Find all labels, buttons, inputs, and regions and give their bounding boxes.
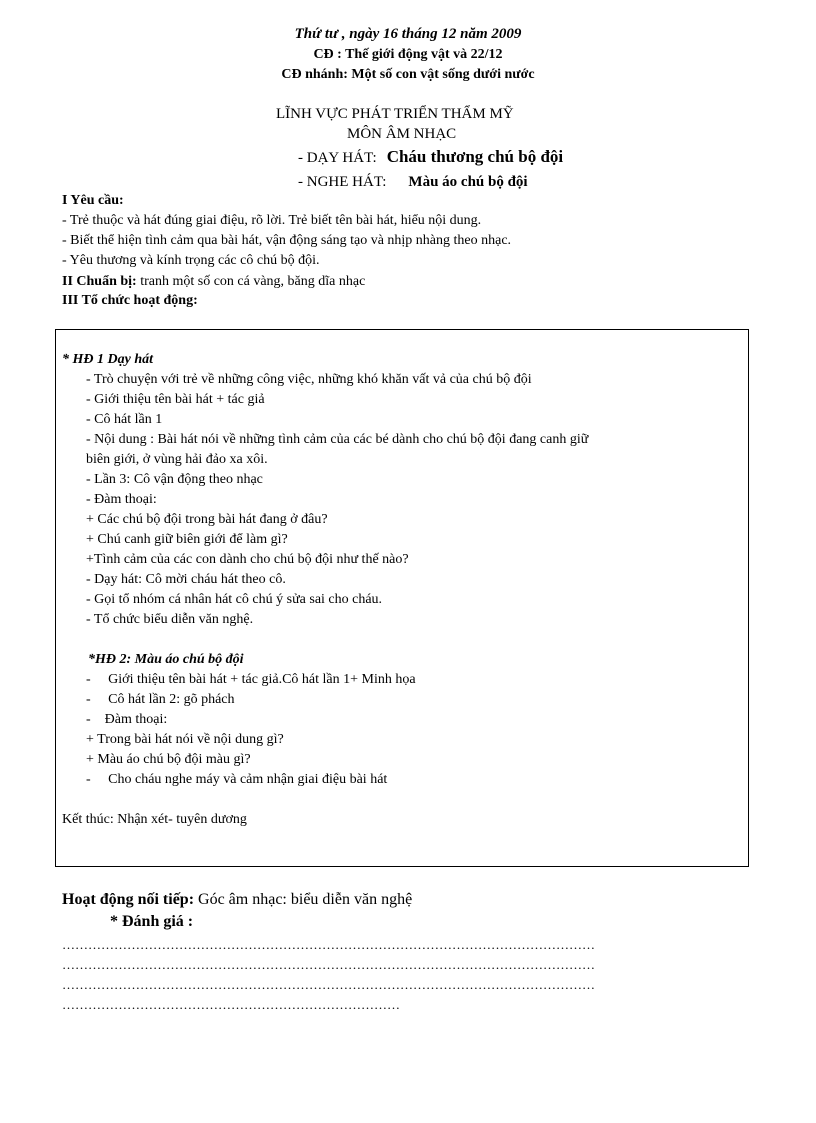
activity1-line: - Tổ chức biểu diễn văn nghệ. [86,612,254,627]
preparation-text: tranh một số con cá vàng, băng dĩa nhạc [136,274,366,289]
activity1-line: +Tình cảm của các con dành cho chú bộ đội như thế nào? [86,552,409,567]
theme-title: CĐ : Thế giới động vật và 22/12 [313,47,503,62]
evaluation-dotted-line: …………………………………………………………………………………………………………… [62,977,595,992]
evaluation-heading: * Đánh giá : [110,913,194,930]
activity2-line: + Trong bài hát nói về nội dung gì? [86,732,284,747]
teach-song-title: Cháu thương chú bộ đội [386,147,564,166]
activity1-line: - Cô hát lần 1 [86,412,163,427]
organization-heading: III Tổ chức hoạt động: [62,293,198,308]
evaluation-dotted-line: …………………………………………………………………………………………………………… [62,957,595,972]
activity2-line: - Đàm thoại: [86,712,168,727]
requirements-heading: I Yêu cầu: [62,193,124,208]
requirement-item: - Trẻ thuộc và hát đúng giai điệu, rõ lời. Trẻ biết tên bài hát, hiểu nội dung. [62,213,482,228]
requirement-item: - Biết thể hiện tình cảm qua bài hát, vận động sáng tạo và nhịp nhàng theo nhạc. [62,233,512,248]
subject-title: MÔN ÂM NHẠC [347,126,457,142]
listen-song-title: Màu áo chú bộ đội [408,174,528,190]
listen-song-row [298,171,528,193]
requirement-item: - Yêu thương và kính trọng các cô chú bộ đội. [62,253,320,268]
activity1-line: - Trò chuyện với trẻ về những công việc, những khó khăn vất vả của chú bộ đội [86,372,532,387]
activity2-line: + Màu áo chú bộ đội màu gì? [86,752,251,767]
teach-label: - DẠY HÁT: [298,150,377,166]
activity1-line: biên giới, ở vùng hải đảo xa xôi. [86,452,268,467]
sub-theme-title: CĐ nhánh: Một số con vật sống dưới nước [281,67,535,82]
activity1-line: - Gọi tổ nhóm cá nhân hát cô chú ý sửa sai cho cháu. [86,592,383,607]
activity1-line: + Các chú bộ đội trong bài hát đang ở đâu? [86,512,328,527]
field-title: LĨNH VỰC PHÁT TRIỂN THẨM MỸ [276,106,514,122]
followup-row [62,889,412,911]
activity1-line: - Nội dung : Bài hát nói về những tình cảm của các bé dành cho chú bộ đội đang canh giữ [86,432,589,447]
activity2-line: - Cô hát lần 2: gõ phách [86,692,235,707]
activity1-line: - Lần 3: Cô vận động theo nhạc [86,472,263,487]
activity1-line: - Giới thiệu tên bài hát + tác giả [86,392,265,407]
activity2-title: *HĐ 2: Màu áo chú bộ đội [88,652,244,667]
activity1-line: + Chú canh giữ biên giới để làm gì? [86,532,288,547]
listen-label: - NGHE HÁT: [298,174,387,190]
preparation-heading: II Chuẩn bị: [62,274,137,289]
followup-label: Hoạt động nối tiếp: [62,891,195,908]
activity2-line: - Cho cháu nghe máy và cảm nhận giai điệu bài hát [86,772,388,787]
preparation-row [62,271,365,292]
activity2-line: - Giới thiệu tên bài hát + tác giả.Cô hát lần 1+ Minh họa [86,672,416,687]
activity1-line: - Đàm thoại: [86,492,157,507]
activity1-line: - Dạy hát: Cô mời cháu hát theo cô. [86,572,286,587]
followup-text: Góc âm nhạc: biểu diễn văn nghệ [194,891,413,908]
closing-text: Kết thúc: Nhận xét- tuyên dương [62,812,247,827]
evaluation-dotted-line: …………………………………………………………………… [62,997,400,1012]
lesson-date: Thứ tư , ngày 16 tháng 12 năm 2009 [294,26,522,42]
activity1-title: * HĐ 1 Dạy hát [62,352,153,367]
evaluation-dotted-line: …………………………………………………………………………………………………………… [62,937,595,952]
teach-song-row [298,146,563,169]
